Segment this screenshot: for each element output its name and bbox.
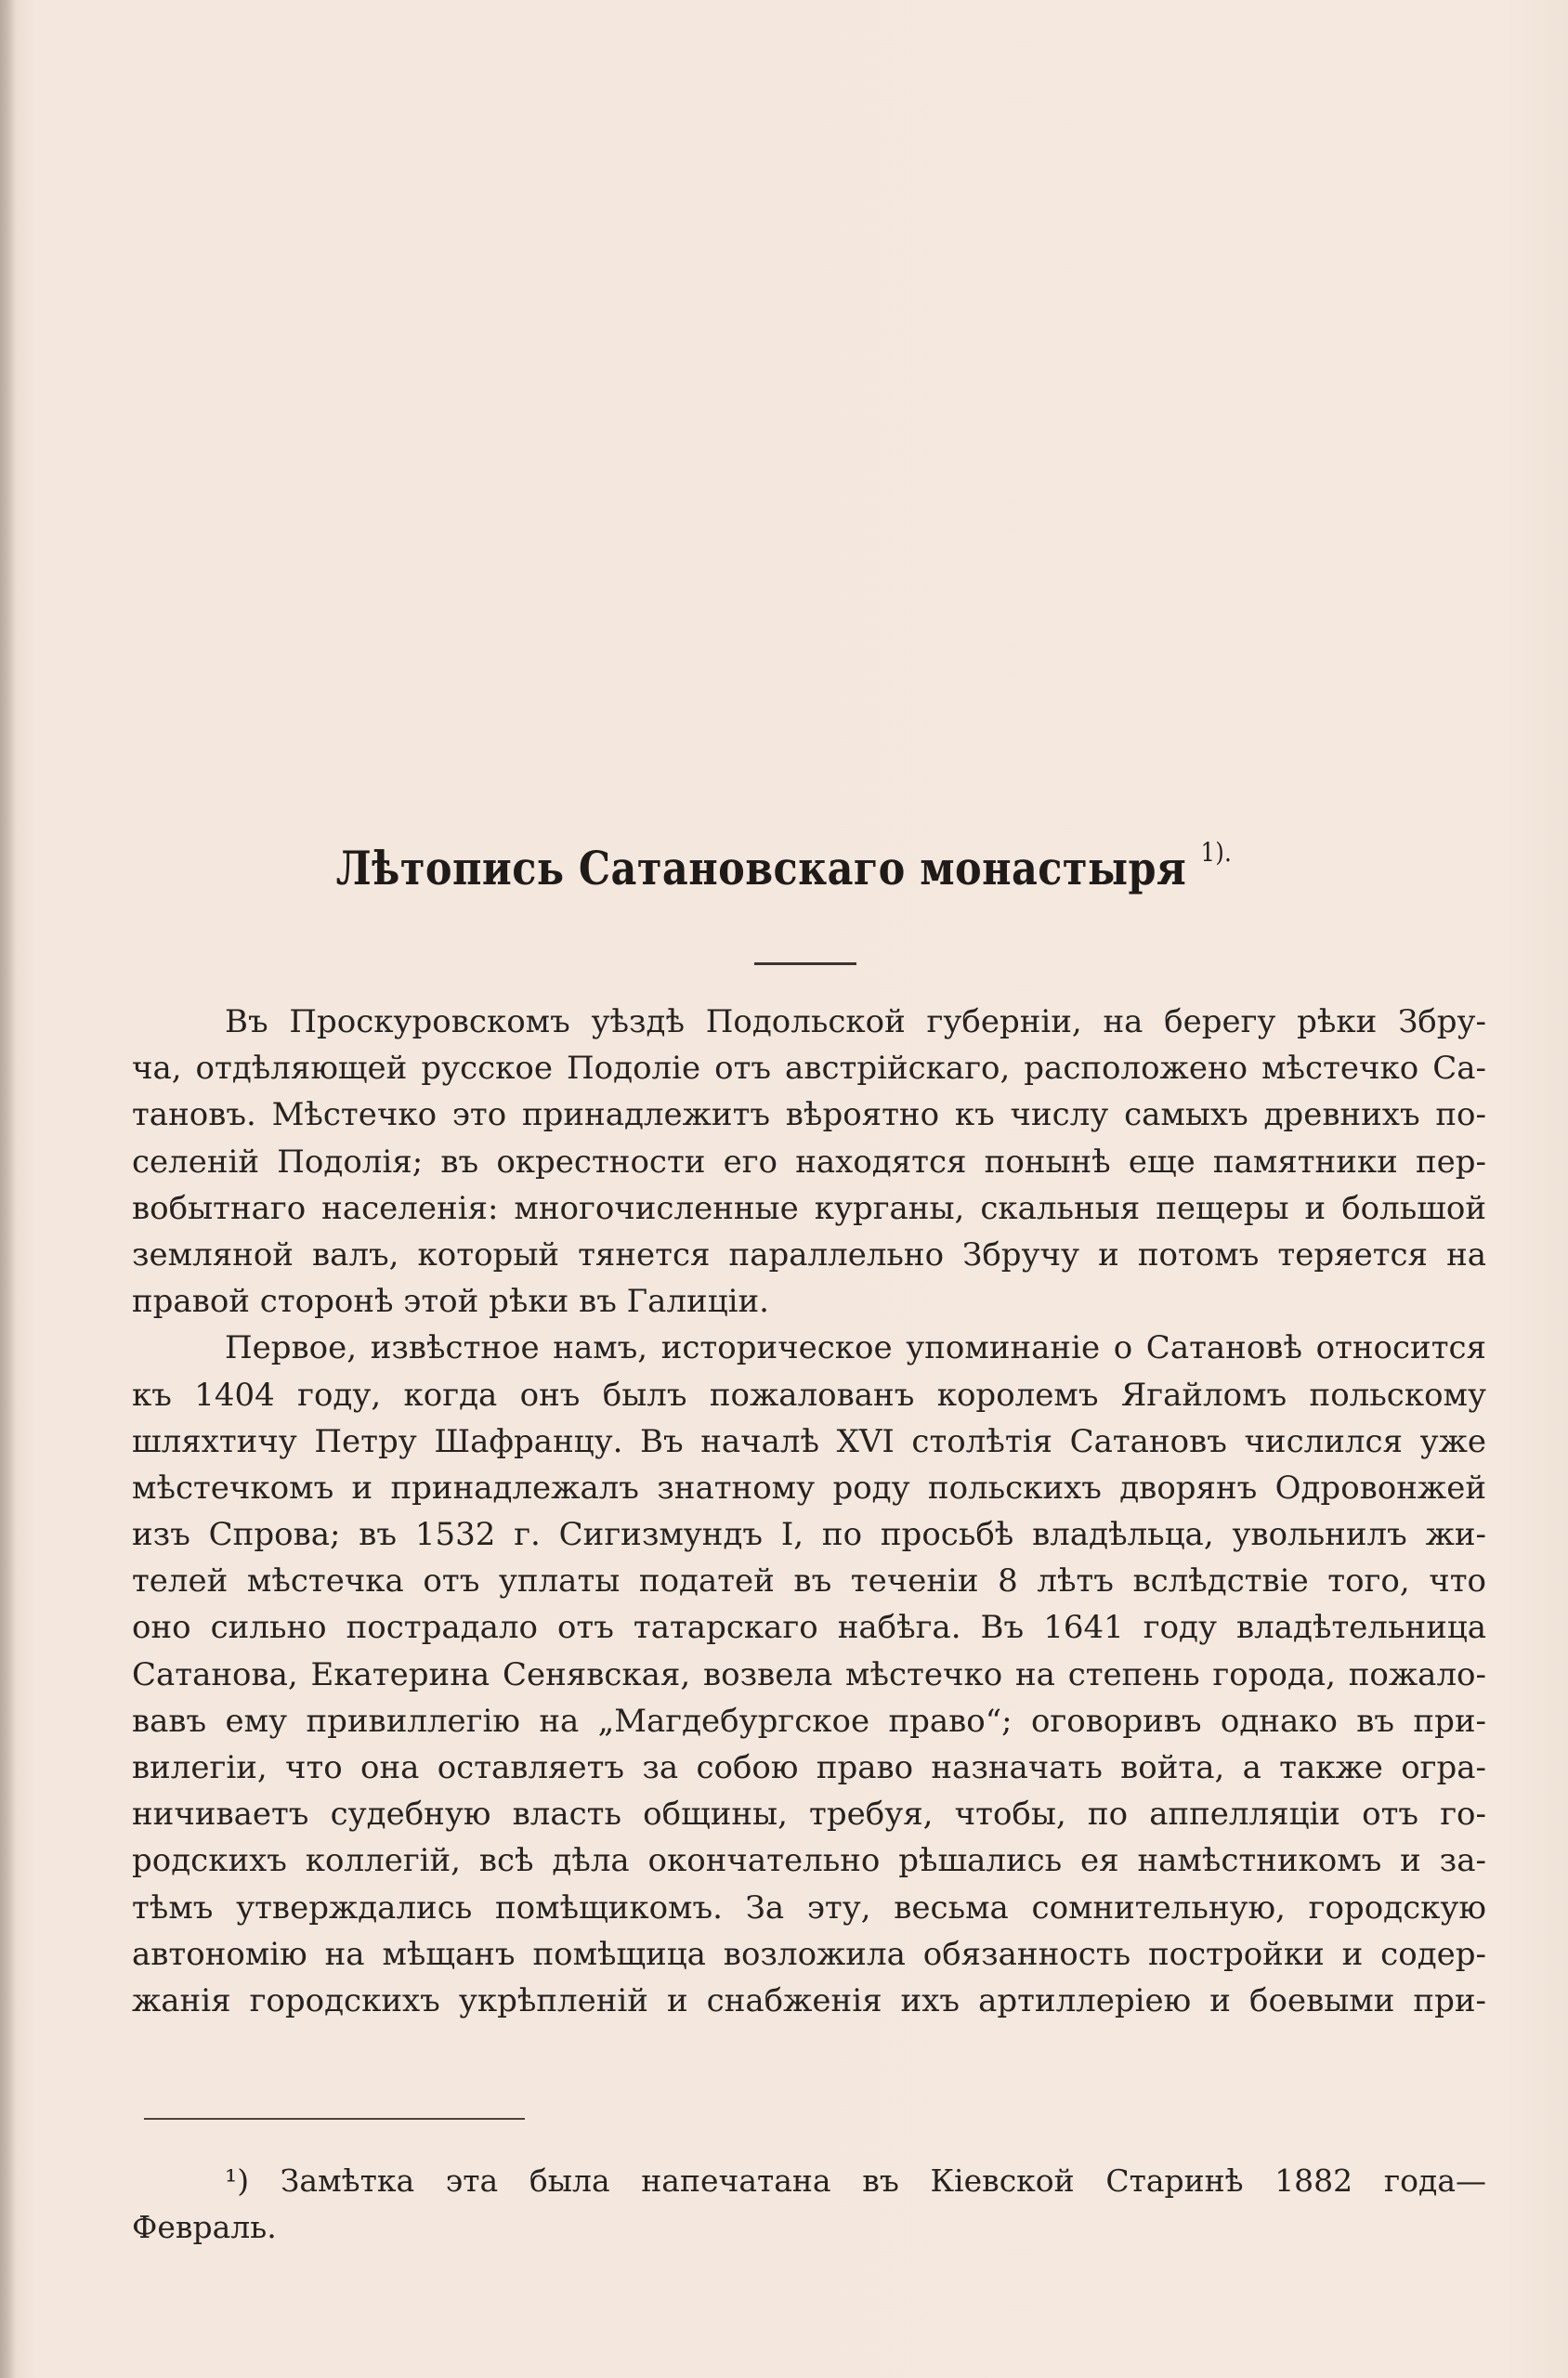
- text-line: автономію на мѣщанъ помѣщица возложила обязанность постройки и содер-: [132, 1935, 1486, 1973]
- text-line: изъ Спрова; въ 1532 г. Сигизмундъ I, по просьбѣ владѣльца, увольнилъ жи-: [132, 1516, 1486, 1554]
- footnote-line: ¹) Замѣтка эта была напечатана въ Кіевской Старинѣ 1882 года—: [225, 2162, 1486, 2199]
- title-footnote-mark: 1).: [1200, 837, 1233, 868]
- text-line: оно сильно пострадало отъ татарскаго набѣга. Въ 1641 году владѣтельница: [132, 1609, 1486, 1647]
- text-line: земляной валъ, который тянется параллельно Збручу и потомъ теряется на: [132, 1235, 1486, 1274]
- paragraph-1: [132, 999, 1486, 1325]
- chapter-title-text: Лѣтопись Сатановскаго монастыря: [335, 841, 1187, 895]
- text-line: правой сторонѣ этой рѣки въ Галиціи.: [132, 1283, 769, 1321]
- text-line: тановъ. Мѣстечко это принадлежитъ вѣроятно къ числу самыхъ древнихъ по-: [132, 1096, 1486, 1134]
- text-line: шляхтичу Петру Шафранцу. Въ началѣ XVI столѣтія Сатановъ числился уже: [132, 1422, 1486, 1460]
- footnote: [132, 2158, 1486, 2251]
- title-divider: [754, 962, 856, 965]
- text-line: жанія городскихъ укрѣпленій и снабженія ихъ артиллеріею и боевыми при-: [132, 1981, 1486, 2019]
- text-line: тѣмъ утверждались помѣщикомъ. За эту, весьма сомнительную, городскую: [132, 1888, 1486, 1927]
- text-line: вилегіи, что она оставляетъ за собою право назначать войта, а также огра-: [132, 1749, 1486, 1786]
- body-text: [132, 999, 1486, 2024]
- text-line: селеній Подолія; въ окрестности его находятся понынѣ еще памятники пер-: [132, 1143, 1486, 1181]
- text-line: телей мѣстечка отъ уплаты податей въ теченіи 8 лѣтъ вслѣдствіе того, что: [132, 1562, 1486, 1601]
- text-line: ничиваетъ судебную власть общины, требуя, чтобы, по аппелляціи отъ го-: [132, 1796, 1486, 1834]
- text-line: къ 1404 году, когда онъ былъ пожалованъ королемъ Ягайломъ польскому: [132, 1376, 1486, 1414]
- text-line: Въ Проскуровскомъ уѣздѣ Подольской губерніи, на берегу рѣки Збру-: [225, 1003, 1486, 1040]
- footnote-divider: [144, 2118, 525, 2120]
- text-line: ча, отдѣляющей русское Подоліе отъ австрійскаго, расположено мѣстечко Са-: [132, 1050, 1486, 1088]
- text-line: мѣстечкомъ и принадлежалъ знатному роду польскихъ дворянъ Одровонжей: [132, 1469, 1486, 1507]
- text-line: родскихъ коллегій, всѣ дѣла окончательно рѣшались ея намѣстникомъ и за-: [132, 1842, 1486, 1880]
- paragraph-2: [132, 1325, 1486, 2024]
- text-line: вобытнаго населенія: многочисленные курганы, скальныя пещеры и большой: [132, 1189, 1486, 1227]
- text-line: Сатанова, Екатерина Сенявская, возвела мѣстечко на степень города, пожало-: [132, 1655, 1486, 1693]
- chapter-title: [110, 837, 1458, 895]
- footnote-line: Февраль.: [132, 2209, 277, 2246]
- page-spine-shadow: [0, 0, 17, 2378]
- text-line: вавъ ему привиллегію на „Магдебургское право“; оговоривъ однако въ при-: [132, 1702, 1486, 1740]
- text-line: Первое, извѣстное намъ, историческое упоминаніе о Сатановѣ относится: [225, 1329, 1486, 1367]
